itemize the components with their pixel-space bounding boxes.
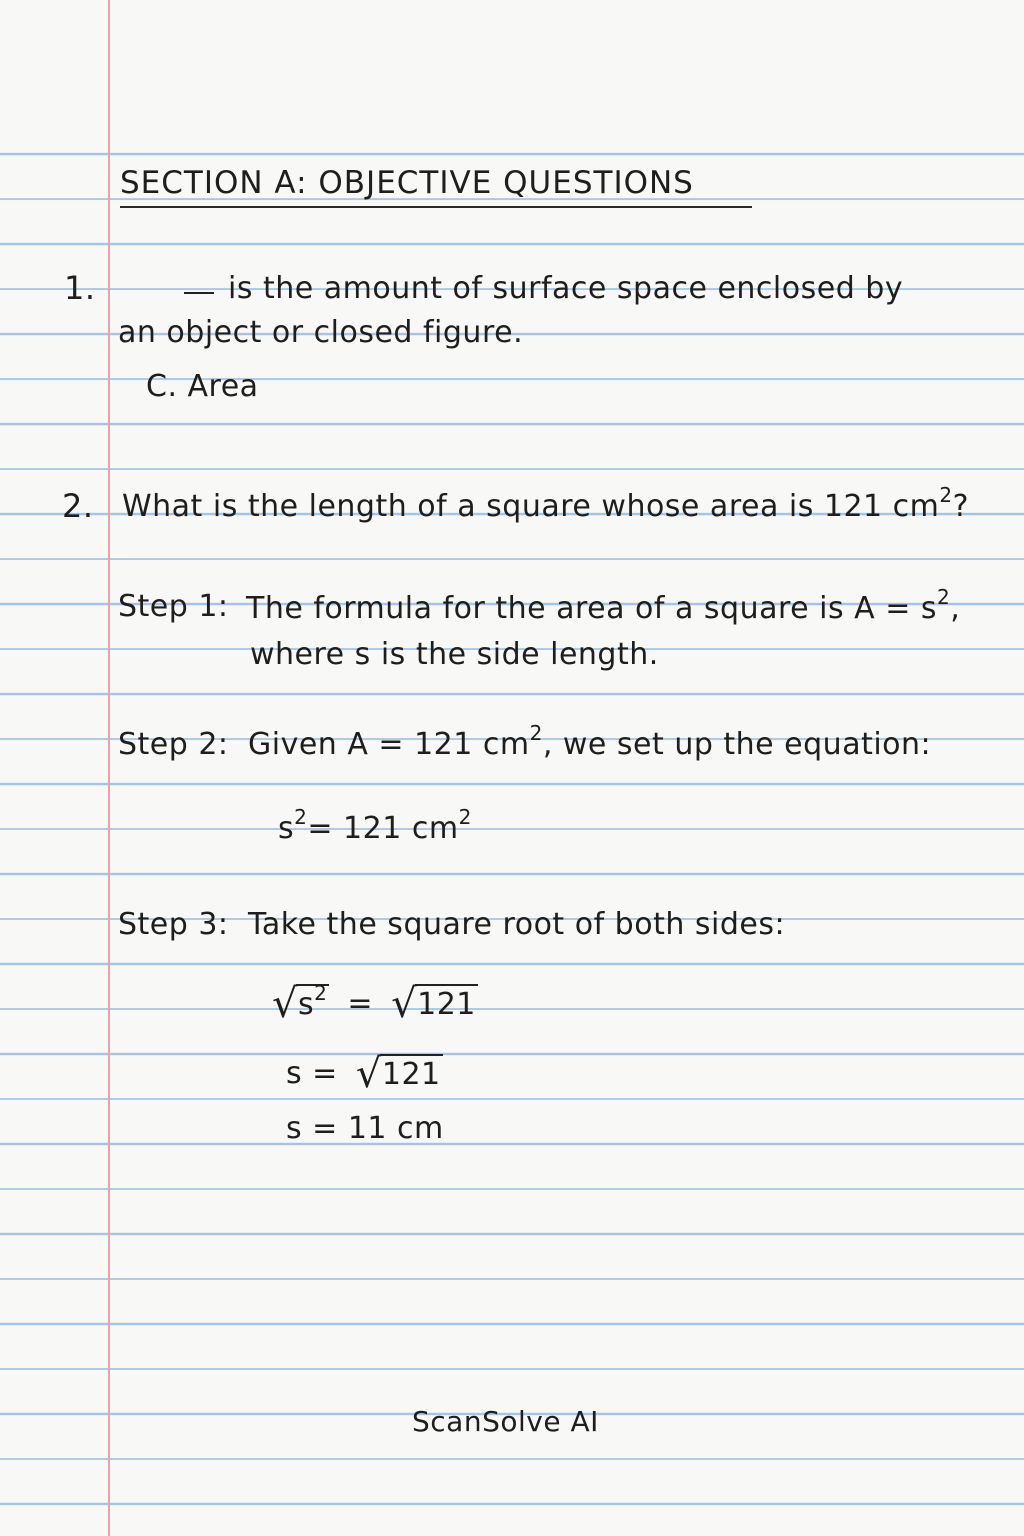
- sqrt-121: [391, 980, 478, 1027]
- step2-eq-s: s: [278, 811, 295, 846]
- step3-eq1-equals: =: [347, 986, 374, 1021]
- step1-exponent: 2: [937, 585, 951, 609]
- step3-eq3: s = 11 cm: [286, 1111, 444, 1146]
- sqrt-121-second-radicand: 121: [380, 1054, 443, 1090]
- sqrt-121-radicand: 121: [415, 984, 478, 1020]
- q1-number: 1.: [64, 269, 96, 307]
- step3-text: Take the square root of both sides:: [248, 907, 786, 942]
- radical-icon: √: [272, 981, 298, 1027]
- step3-eq1-exponent: 2: [314, 981, 328, 1005]
- step2-text-pre: Given A = 121 cm: [248, 727, 530, 762]
- q2-question-exponent: 2: [939, 483, 953, 507]
- step2-eq-s-exponent: 2: [294, 805, 308, 829]
- q2-question: [122, 483, 970, 524]
- step1-line1: [246, 585, 961, 626]
- q2-number: 2.: [62, 487, 94, 525]
- footer-brand: ScanSolve AI: [412, 1405, 599, 1438]
- step1-label: Step 1:: [118, 589, 229, 624]
- step1-comma: ,: [950, 591, 961, 626]
- q1-line2: an object or closed figure.: [118, 315, 524, 350]
- step3-eq2: [286, 1050, 443, 1097]
- step3-eq2-lhs: s =: [286, 1056, 338, 1091]
- step1-line1-text: The formula for the area of a square is A = s: [246, 591, 938, 626]
- step3-label: Step 3:: [118, 907, 229, 942]
- sqrt-121-second: [355, 1050, 443, 1097]
- step3-eq1: [272, 980, 478, 1027]
- red-margin-line: [108, 0, 110, 1536]
- step3-eq1-s: s: [298, 987, 315, 1022]
- step2-text: [248, 721, 932, 762]
- radical-icon: √: [391, 981, 418, 1027]
- step2-text-post: , we set up the equation:: [542, 727, 932, 762]
- q1-answer: C. Area: [146, 369, 259, 404]
- q1-line1: [184, 271, 904, 306]
- radical-icon: √: [355, 1051, 382, 1097]
- section-title: SECTION A: OBJECTIVE QUESTIONS: [120, 165, 694, 201]
- step2-label: Step 2:: [118, 727, 229, 762]
- step1-line2: where s is the side length.: [250, 637, 659, 672]
- sqrt-s-squared: [272, 980, 329, 1027]
- q1-blank: [184, 292, 214, 294]
- q2-question-mark: ?: [952, 489, 970, 524]
- title-underline: [120, 206, 752, 208]
- paper-header-space: [0, 0, 1024, 150]
- q1-line1-text: is the amount of surface space enclosed by: [228, 271, 904, 306]
- q2-question-text: What is the length of a square whose area is 121 cm: [122, 489, 940, 524]
- step2-eq-cm-exponent: 2: [458, 805, 472, 829]
- step2-eq-mid: = 121 cm: [307, 811, 459, 846]
- step2-equation: [278, 805, 472, 846]
- sqrt-s-squared-radicand: [296, 981, 329, 1022]
- step2-text-exponent: 2: [529, 721, 543, 745]
